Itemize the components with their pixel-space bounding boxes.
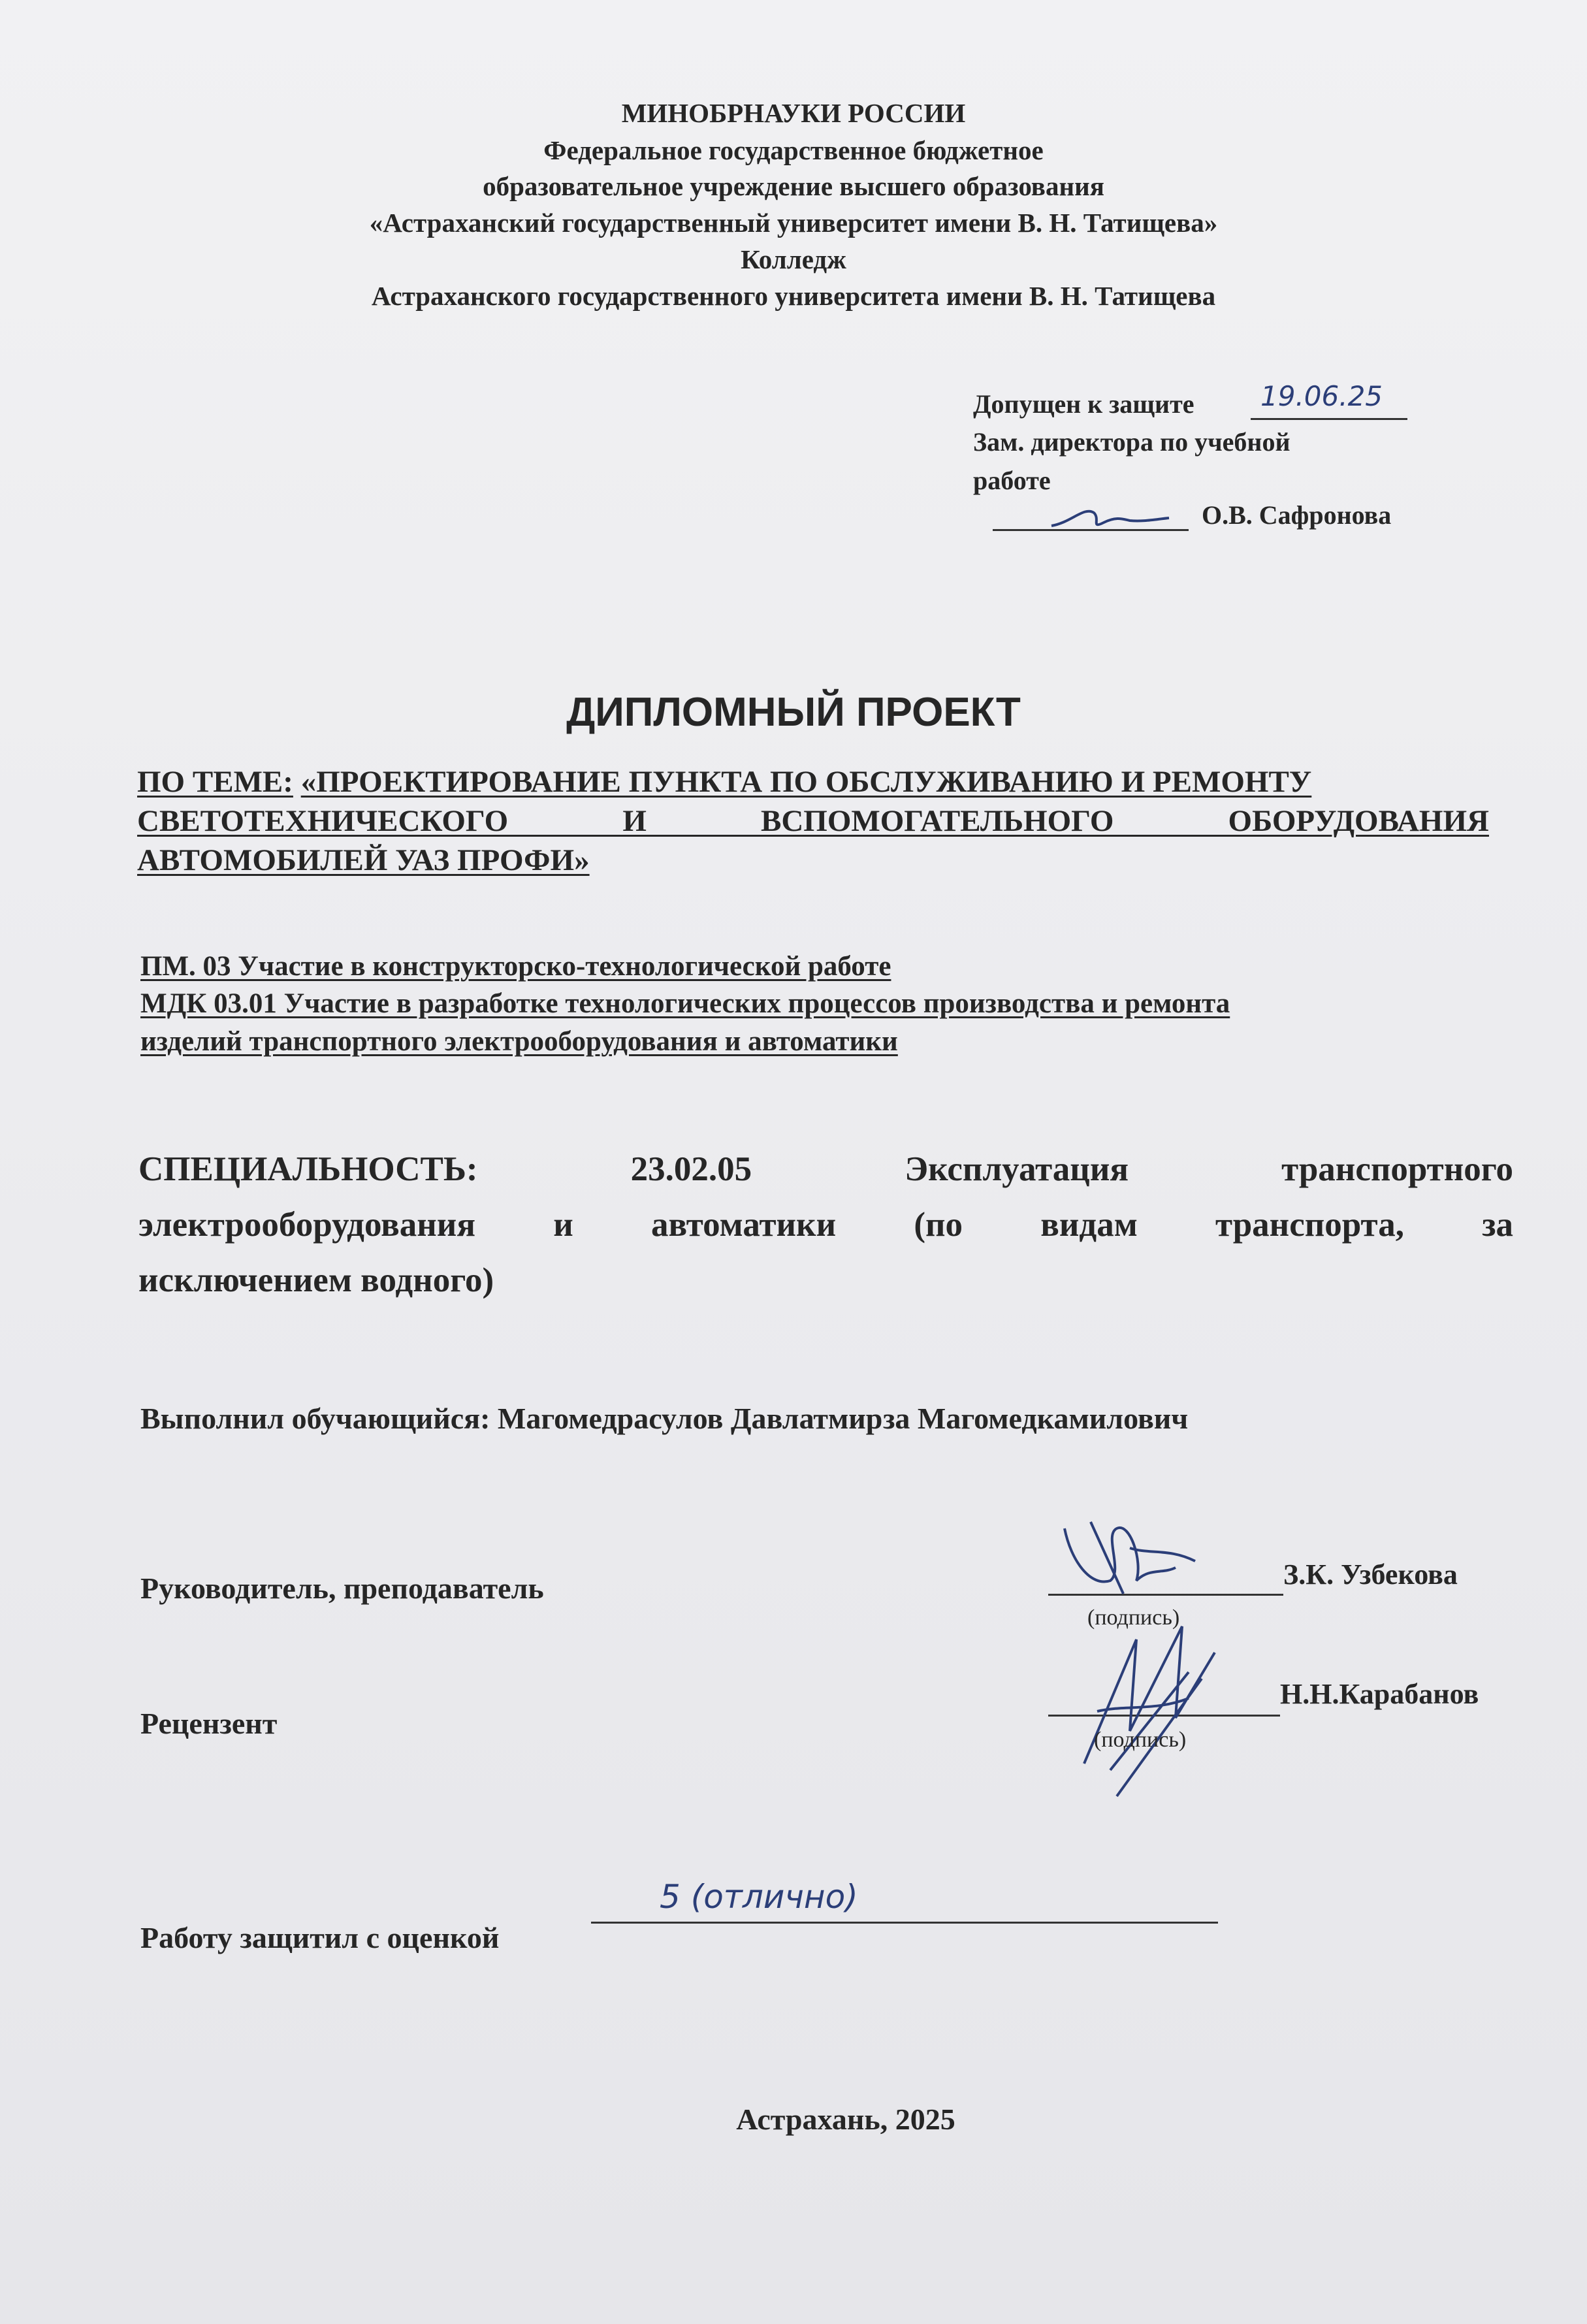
module-mdk-2: изделий транспортного электрооборудования и автоматики bbox=[140, 1026, 898, 1057]
topic-text-1: «ПРОЕКТИРОВАНИЕ ПУНКТА ПО ОБСЛУЖИВАНИЮ И РЕМОНТУ bbox=[300, 765, 1312, 799]
reviewer-role: Рецензент bbox=[140, 1707, 278, 1740]
topic-prefix: ПО ТЕМЕ: bbox=[137, 765, 293, 799]
module-pm: ПМ. 03 Участие в конструкторско-технологической работе bbox=[140, 951, 891, 982]
institution-line-2: образовательное учреждение высшего образования bbox=[483, 171, 1104, 201]
position-line-1: Зам. директора по учебной bbox=[973, 427, 1290, 457]
approval-signature bbox=[1045, 493, 1176, 532]
reviewer-caption: (подпись) bbox=[1094, 1728, 1187, 1752]
position-line-2: работе bbox=[973, 466, 1051, 495]
supervisor-signature bbox=[1051, 1509, 1247, 1613]
reviewer-name: Н.Н.Карабанов bbox=[1280, 1678, 1479, 1710]
grade-value: 5 (отлично) bbox=[660, 1878, 858, 1916]
college-label: Колледж bbox=[741, 244, 846, 274]
institution-line-3: «Астраханский государственный университет имени В. Н. Татищева» bbox=[369, 208, 1218, 238]
institution-line-1: Федеральное государственное бюджетное bbox=[543, 135, 1044, 165]
college-line: Астраханского государственного университета имени В. Н. Татищева bbox=[371, 281, 1216, 311]
topic-line-1 bbox=[137, 763, 1489, 801]
supervisor-caption: (подпись) bbox=[1087, 1606, 1180, 1630]
specialty-line-1: СПЕЦИАЛЬНОСТЬ: 23.02.05 Эксплуатация транспортного bbox=[138, 1150, 1513, 1188]
grade-label: Работу защитил с оценкой bbox=[140, 1921, 500, 1954]
grade-line bbox=[591, 1922, 1218, 1924]
footer-city-year: Астрахань, 2025 bbox=[736, 2103, 955, 2136]
document-title: ДИПЛОМНЫЙ ПРОЕКТ bbox=[566, 690, 1021, 735]
reviewer-signature bbox=[1058, 1600, 1267, 1809]
ministry-name: МИНОБРНАУКИ РОССИИ bbox=[621, 98, 966, 128]
module-mdk-1: МДК 03.01 Участие в разработке технологических процессов производства и ремонта bbox=[140, 988, 1230, 1019]
student-line: Выполнил обучающийся: Магомедрасулов Давлатмирза Магомедкамилович bbox=[140, 1402, 1189, 1435]
topic-line-3: АВТОМОБИЛЕЙ УАЗ ПРОФИ» bbox=[137, 843, 590, 877]
admitted-date-line bbox=[1251, 418, 1407, 420]
supervisor-role: Руководитель, преподаватель bbox=[140, 1572, 544, 1605]
admitted-date: 19.06.25 bbox=[1260, 380, 1383, 412]
specialty-line-3: исключением водного) bbox=[138, 1261, 494, 1299]
supervisor-name: З.К. Узбекова bbox=[1283, 1558, 1458, 1590]
approval-signer: О.В. Сафронова bbox=[1202, 500, 1392, 530]
admitted-label: Допущен к защите bbox=[973, 389, 1194, 419]
specialty-line-2: электрооборудования и автоматики (по видам транспорта, за bbox=[138, 1206, 1513, 1244]
topic-line-2: СВЕТОТЕХНИЧЕСКОГО И ВСПОМОГАТЕЛЬНОГО ОБОРУДОВАНИЯ bbox=[137, 804, 1489, 838]
